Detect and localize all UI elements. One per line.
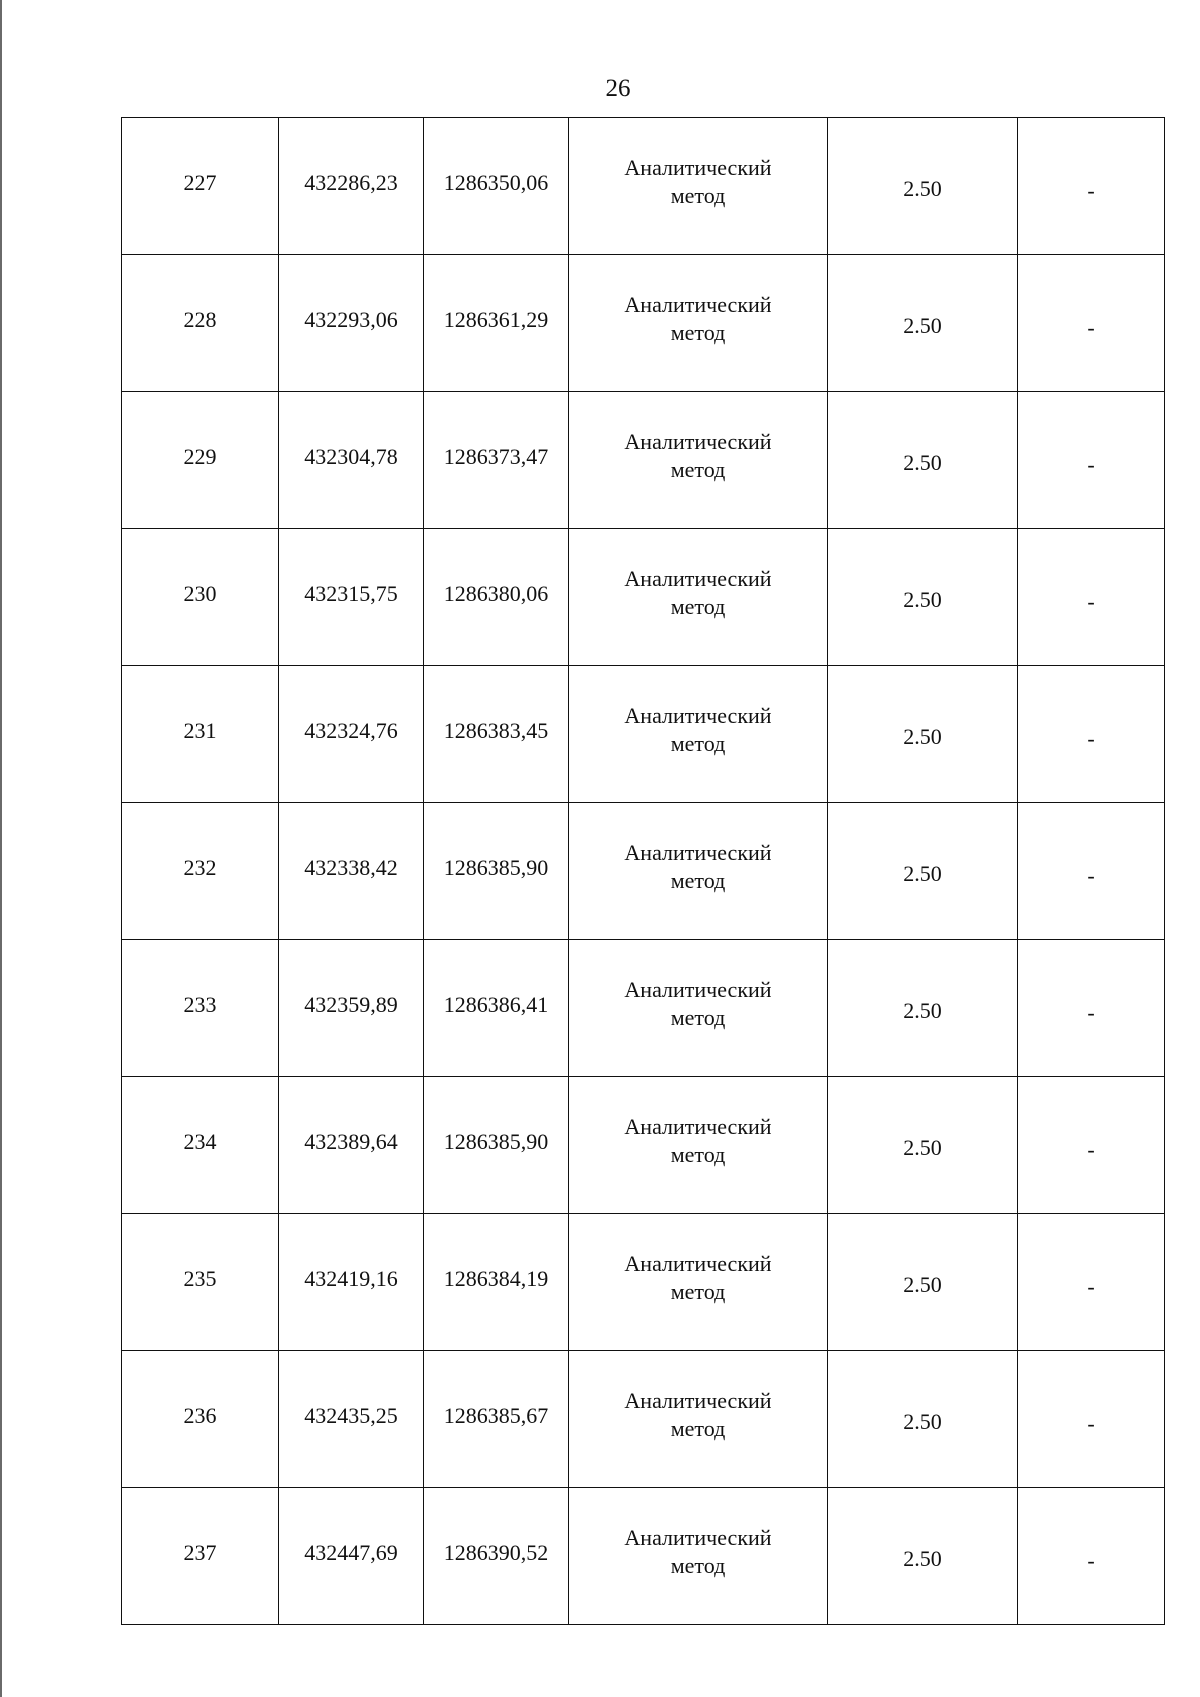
point-number-cell: 234 (122, 1077, 279, 1214)
method-line-2: метод (670, 1553, 726, 1578)
method-line-2: метод (670, 594, 726, 619)
note-cell: - (1018, 1351, 1165, 1488)
method-line-1: Аналитический (624, 977, 772, 1002)
method-line-1: Аналитический (624, 429, 772, 454)
method-cell (569, 1351, 828, 1488)
method-line-2: метод (670, 1005, 726, 1030)
y-coordinate-cell: 1286385,67 (424, 1351, 569, 1488)
error-cell: 2.50 (828, 529, 1018, 666)
method-cell (569, 803, 828, 940)
y-coordinate-cell: 1286386,41 (424, 940, 569, 1077)
point-number-cell: 236 (122, 1351, 279, 1488)
method-cell (569, 529, 828, 666)
table-row (122, 1351, 1165, 1488)
note-cell: - (1018, 1488, 1165, 1625)
method-cell (569, 1214, 828, 1351)
x-coordinate-cell: 432304,78 (279, 392, 424, 529)
method-cell (569, 118, 828, 255)
y-coordinate-cell: 1286390,52 (424, 1488, 569, 1625)
method-line-2: метод (670, 868, 726, 893)
point-number-cell: 233 (122, 940, 279, 1077)
table-row (122, 940, 1165, 1077)
table-row (122, 255, 1165, 392)
method-cell (569, 1077, 828, 1214)
x-coordinate-cell: 432419,16 (279, 1214, 424, 1351)
point-number-cell: 230 (122, 529, 279, 666)
table-row (122, 529, 1165, 666)
error-cell: 2.50 (828, 940, 1018, 1077)
table-row (122, 803, 1165, 940)
y-coordinate-cell: 1286361,29 (424, 255, 569, 392)
method-cell (569, 255, 828, 392)
method-line-1: Аналитический (624, 1114, 772, 1139)
error-cell: 2.50 (828, 118, 1018, 255)
method-line-1: Аналитический (624, 292, 772, 317)
y-coordinate-cell: 1286385,90 (424, 1077, 569, 1214)
method-line-1: Аналитический (624, 566, 772, 591)
table-row (122, 118, 1165, 255)
error-cell: 2.50 (828, 666, 1018, 803)
error-cell: 2.50 (828, 1214, 1018, 1351)
table-row (122, 1488, 1165, 1625)
note-cell: - (1018, 666, 1165, 803)
point-number-cell: 231 (122, 666, 279, 803)
method-line-2: метод (670, 1416, 726, 1441)
error-cell: 2.50 (828, 392, 1018, 529)
y-coordinate-cell: 1286350,06 (424, 118, 569, 255)
page-binding-edge (0, 0, 2, 1697)
y-coordinate-cell: 1286373,47 (424, 392, 569, 529)
point-number-cell: 229 (122, 392, 279, 529)
method-line-1: Аналитический (624, 703, 772, 728)
point-number-cell: 227 (122, 118, 279, 255)
x-coordinate-cell: 432389,64 (279, 1077, 424, 1214)
note-cell: - (1018, 803, 1165, 940)
method-cell (569, 666, 828, 803)
x-coordinate-cell: 432293,06 (279, 255, 424, 392)
point-number-cell: 237 (122, 1488, 279, 1625)
error-cell: 2.50 (828, 1077, 1018, 1214)
point-number-cell: 228 (122, 255, 279, 392)
error-cell: 2.50 (828, 255, 1018, 392)
note-cell: - (1018, 529, 1165, 666)
note-cell: - (1018, 1077, 1165, 1214)
coordinates-table-body (122, 118, 1165, 1625)
method-cell (569, 392, 828, 529)
x-coordinate-cell: 432286,23 (279, 118, 424, 255)
method-line-2: метод (670, 183, 726, 208)
note-cell: - (1018, 255, 1165, 392)
table-row (122, 1214, 1165, 1351)
method-line-2: метод (670, 1142, 726, 1167)
method-cell (569, 940, 828, 1077)
x-coordinate-cell: 432324,76 (279, 666, 424, 803)
point-number-cell: 232 (122, 803, 279, 940)
method-line-1: Аналитический (624, 840, 772, 865)
x-coordinate-cell: 432447,69 (279, 1488, 424, 1625)
y-coordinate-cell: 1286380,06 (424, 529, 569, 666)
note-cell: - (1018, 1214, 1165, 1351)
method-line-2: метод (670, 320, 726, 345)
coordinates-table-container (121, 117, 1164, 1625)
method-line-1: Аналитический (624, 155, 772, 180)
y-coordinate-cell: 1286385,90 (424, 803, 569, 940)
method-line-1: Аналитический (624, 1388, 772, 1413)
note-cell: - (1018, 118, 1165, 255)
table-row (122, 666, 1165, 803)
x-coordinate-cell: 432435,25 (279, 1351, 424, 1488)
table-row (122, 1077, 1165, 1214)
x-coordinate-cell: 432359,89 (279, 940, 424, 1077)
error-cell: 2.50 (828, 1488, 1018, 1625)
page-number: 26 (605, 75, 631, 102)
note-cell: - (1018, 940, 1165, 1077)
x-coordinate-cell: 432315,75 (279, 529, 424, 666)
y-coordinate-cell: 1286383,45 (424, 666, 569, 803)
error-cell: 2.50 (828, 803, 1018, 940)
error-cell: 2.50 (828, 1351, 1018, 1488)
method-line-2: метод (670, 731, 726, 756)
table-row (122, 392, 1165, 529)
y-coordinate-cell: 1286384,19 (424, 1214, 569, 1351)
x-coordinate-cell: 432338,42 (279, 803, 424, 940)
method-line-2: метод (670, 1279, 726, 1304)
point-number-cell: 235 (122, 1214, 279, 1351)
method-line-1: Аналитический (624, 1525, 772, 1550)
note-cell: - (1018, 392, 1165, 529)
coordinates-table (121, 117, 1165, 1625)
method-line-2: метод (670, 457, 726, 482)
method-cell (569, 1488, 828, 1625)
method-line-1: Аналитический (624, 1251, 772, 1276)
